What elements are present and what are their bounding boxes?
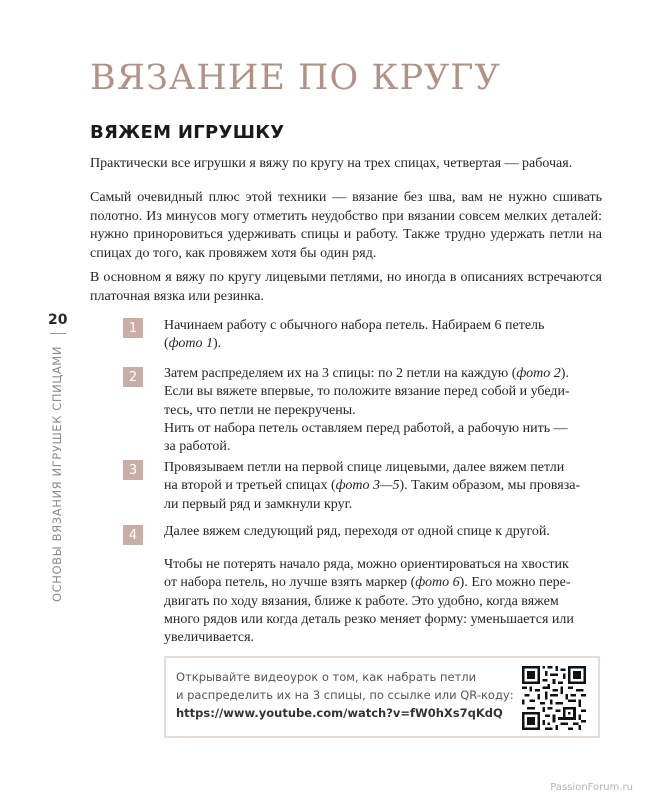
intro-paragraph: Практически все игрушки я вяжу по кругу на трех спицах, четвертая — рабочая. [90, 156, 573, 171]
side-divider [50, 333, 66, 334]
step-number-badge: 4 [123, 525, 143, 545]
pros-cons-paragraph: Самый очевидный плюс этой техники — вязание без шва, вам не нужно сшивать полотно. Из минусов могу отметить неудобство при вязании совсем мелких деталей: нужно приноровиться удерживать спицы и работу. Также трудно удержать петли на спицах до того, как провяжем хотя бы один ряд. [90, 190, 602, 261]
step-3-text: Провязываем петли на первой спице лицевыми, далее вяжем петли на второй и третьей спицах (фото 3—5). Таким образом, мы провяза- ли первый ряд и замкнули круг. [164, 460, 581, 512]
step-number-badge: 3 [123, 460, 143, 480]
qr-code-icon[interactable] [522, 666, 586, 730]
callout-line: и распределить их на 3 спицы, по ссылке или QR-коду: [176, 688, 514, 702]
callout-text [176, 668, 514, 722]
pattern-paragraph: В основном я вяжу по кругу лицевыми петлями, но иногда в описаниях встречаются платочная вязка или резинка. [90, 270, 602, 304]
running-chapter-title: ОСНОВЫ ВЯЗАНИЯ ИГРУШЕК СПИЦАМИ [50, 345, 64, 602]
page-number: 20 [48, 312, 68, 328]
step-2-text: Затем распределяем их на 3 спицы: по 2 петли на каждую (фото 2). Если вы вяжете впервые, то положите вязание перед собой и убеди- тесь, что петли не перекручены. Нить от набора петель оставляем перед работой, а рабочую нить — за работой. [164, 366, 570, 455]
video-link[interactable]: https://www.youtube.com/watch?v=fW0hXs7qKdQ [176, 706, 503, 720]
step-number-badge: 1 [123, 318, 143, 338]
site-watermark: PassionForum.ru [550, 782, 633, 793]
step-number-badge: 2 [123, 367, 143, 387]
video-callout-box [164, 656, 600, 738]
section-title: ВЯЖЕМ ИГРУШКУ [90, 122, 285, 143]
callout-line: Открывайте видеоурок о том, как набрать петли [176, 670, 477, 684]
step-1-text: Начинаем работу с обычного набора петель. Набираем 6 петель (фото 1). [164, 318, 545, 352]
step-4-note: Чтобы не потерять начало ряда, можно ориентироваться на хвостик от набора петель, но лучше взять маркер (фото 6). Его можно пере- двигать по ходу вязания, ближе к работе. Это удобно, когда вяжем много рядов или когда деталь резко меняет форму: уменьшается или увеличивается. [164, 557, 574, 646]
step-4-text: Далее вяжем следующий ряд, переходя от одной спице к другой. [164, 524, 550, 539]
chapter-title: ВЯЗАНИЕ ПО КРУГУ [90, 58, 501, 98]
